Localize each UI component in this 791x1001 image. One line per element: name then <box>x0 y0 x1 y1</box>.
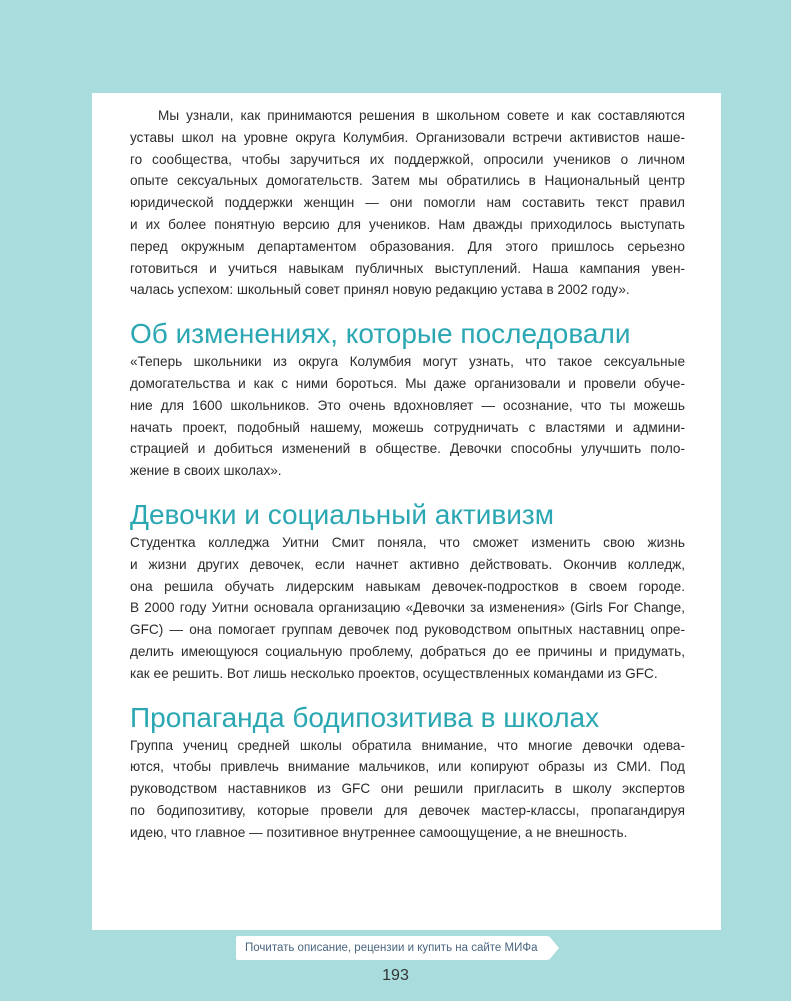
text-line: готовиться и учиться навыкам публичных выступлений. Наша кампания увен- <box>130 260 685 276</box>
text-line: Группа учениц средней школы обратила внимание, что многие девочки одева- <box>130 737 685 753</box>
text-line: чалась успехом: школьный совет принял новую редакцию устава в 2002 году». <box>130 282 630 298</box>
text-line: В 2000 году Уитни основала организацию «Девочки за изменения» (Girls For Change, <box>130 600 685 616</box>
text-line: ние для 1600 школьников. Это очень вдохновляет — осознание, что ты можешь <box>130 397 685 413</box>
section <box>130 701 685 844</box>
book-page <box>92 93 721 930</box>
text-line: го сообщества, чтобы заручиться их поддержкой, опросили учеников о личном <box>130 151 685 167</box>
text-line: «Теперь школьники из округа Колумбия могут узнать, что такое сексуальные <box>130 354 685 370</box>
text-line: опыте сексуальных домогательств. Затем мы обратились в Национальный центр <box>130 173 685 189</box>
section <box>130 317 685 482</box>
text-line: Мы узнали, как принимаются решения в школьном совете и как составляются <box>158 108 685 123</box>
text-line: домогательства и как с ними бороться. Мы даже организовали и провели обуче- <box>130 375 685 391</box>
text-line: и их более понятную версию для учеников. Нам дважды приходилось выступать <box>130 216 685 232</box>
text-line: и жизни других девочек, если начнет активно действовать. Окончив колледж, <box>130 556 685 572</box>
text-line: делить имеющуюся социальную проблему, добраться до ее причины и придумать, <box>130 643 685 659</box>
text-line: страцией и добиться изменений в обществе. Девочки способны улучшить поло- <box>130 441 685 457</box>
text-line: уставы школ на уровне округа Колумбия. Организовали встречи активистов наше- <box>130 129 685 145</box>
text-line: Студентка колледжа Уитни Смит поняла, что сможет изменить свою жизнь <box>130 534 685 550</box>
text-line: она решила обучать лидерским навыкам девочек-подростков в своем городе. <box>130 578 685 594</box>
page-number: 193 <box>382 967 409 984</box>
text-line: идею, что главное — позитивное внутреннее самоощущение, а не внешность. <box>130 824 628 840</box>
text-line: юридической поддержки женщин — они помогли нам составить текст правил <box>130 195 685 211</box>
paragraph <box>130 105 685 301</box>
text-line: руководством наставников из GFC они решили пригласить в школу экспертов <box>130 781 685 797</box>
section-heading: Об изменениях, которые последовали <box>130 318 631 350</box>
text-line: ются, чтобы привлечь внимание мальчиков, или копируют образы из СМИ. Под <box>130 759 685 775</box>
section-heading: Пропаганда бодипозитива в школах <box>130 701 600 733</box>
page-content <box>130 105 685 844</box>
buy-link-banner[interactable]: Почитать описание, рецензии и купить на сайте МИФа <box>236 936 549 960</box>
text-line: начать проект, подобный нашему, можешь сотрудничать с властями и админи- <box>130 419 685 435</box>
text-line: жение в своих школах». <box>130 463 282 479</box>
text-line: перед окружным департаментом образования. Для этого пришлось серьезно <box>130 238 685 254</box>
section-heading: Девочки и социальный активизм <box>130 498 555 530</box>
section <box>130 498 685 685</box>
text-line: как ее решить. Вот лишь несколько проектов, осуществленных командами из GFC. <box>130 665 658 681</box>
text-line: по бодипозитиву, которые провели для девочек мастер-классы, пропагандируя <box>130 802 685 818</box>
text-line: GFC) — она помогает группам девочек под руководством опытных наставниц опре- <box>130 622 685 638</box>
